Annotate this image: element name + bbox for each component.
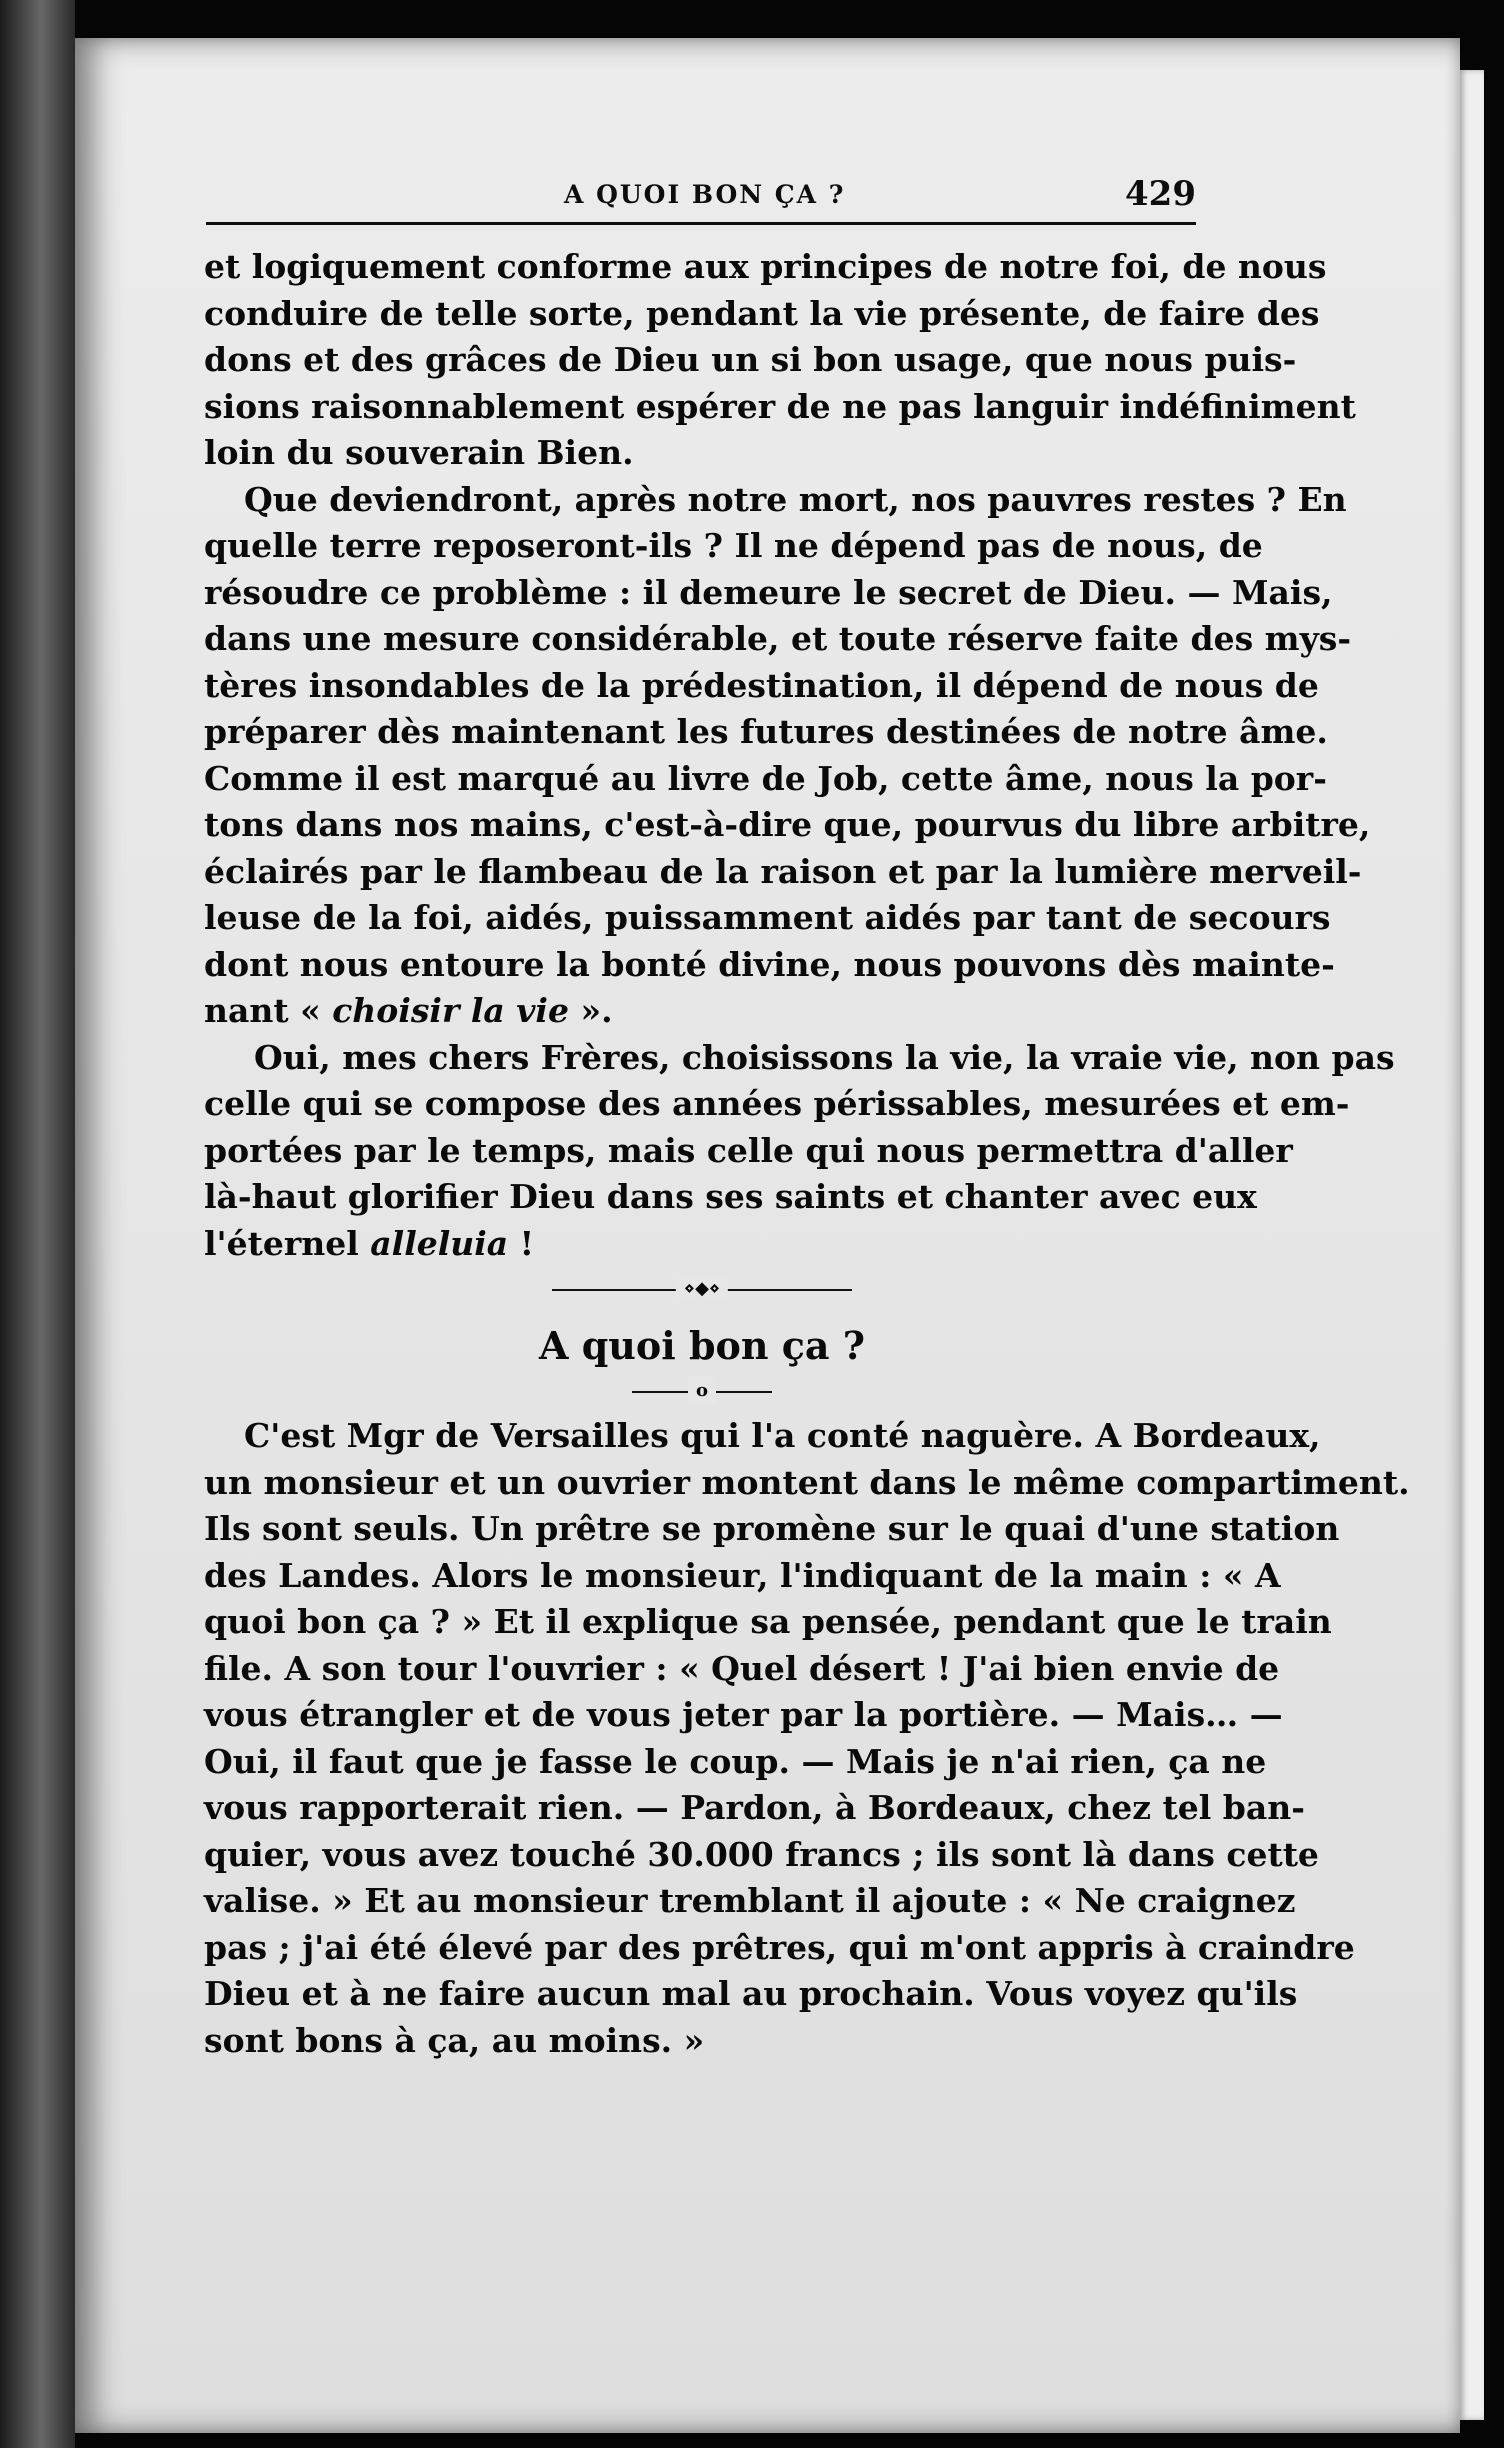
text-fragment: ».	[568, 991, 613, 1030]
text-line: et logiquement conforme aux principes de notre foi, de nous	[204, 247, 1327, 286]
text-line: tères insondables de la prédestination, il dépend de nous de	[204, 665, 1319, 705]
ornament-mark: ⋄◆⋄	[676, 1277, 728, 1301]
text-line: portées par le temps, mais celle qui nous permettra d'aller	[204, 1130, 1293, 1170]
text-line: Comme il est marqué au livre de Job, cette âme, nous la por-	[204, 758, 1327, 798]
text-line: résoudre ce problème : il demeure le secret de Dieu. — Mais,	[204, 572, 1333, 612]
text-line: sions raisonnablement espérer de ne pas languir indéfiniment	[204, 386, 1356, 426]
italic-quote: choisir la vie	[332, 991, 569, 1030]
text-line: Ils sont seuls. Un prêtre se promène sur le quai d'une station	[204, 1509, 1340, 1548]
text-line: dons et des grâces de Dieu un si bon usage, que nous puis-	[204, 340, 1297, 379]
text-line: Oui, mes chers Frères, choisissons la vie, la vraie vie, non pas	[254, 1037, 1395, 1077]
text-line: loin du souverain Bien.	[204, 433, 634, 472]
running-title: A QUOI BON ÇA ?	[564, 180, 846, 209]
text-line: sont bons à ça, au moins. »	[204, 2020, 705, 2060]
text-line: Oui, il faut que je fasse le coup. — Mais je n'ai rien, ça ne	[204, 1741, 1267, 1781]
text-line: Dieu et à ne faire aucun mal au prochain. Vous voyez qu'ils	[204, 1974, 1298, 2013]
text-line: valise. » Et au monsieur tremblant il ajoute : « Ne craignez	[204, 1881, 1296, 1920]
section-ornament	[552, 1277, 852, 1301]
section-title: A quoi bon ça ?	[539, 1323, 865, 1368]
text-line: quoi bon ça ? » Et il explique sa pensée, pendant que le train	[204, 1602, 1332, 1641]
text-line: tons dans nos mains, c'est-à-dire que, pourvus du libre arbitre,	[204, 805, 1371, 844]
text-fragment: !	[508, 1223, 535, 1263]
text-line	[204, 1221, 1200, 1268]
text-line: des Landes. Alors le monsieur, l'indiquant de la main : « A	[204, 1555, 1281, 1595]
text-line: dans une mesure considérable, et toute réserve faite des mys-	[204, 619, 1352, 658]
text-line: conduire de telle sorte, pendant la vie présente, de faire des	[204, 293, 1320, 333]
section-rule-mark: o	[688, 1377, 716, 1405]
text-line: vous rapporterait rien. — Pardon, à Bordeaux, chez tel ban-	[204, 1788, 1305, 1827]
text-line: quelle terre reposeront-ils ? Il ne dépend pas de nous, de	[204, 526, 1263, 565]
text-fragment: l'éternel	[204, 1223, 371, 1263]
page-number: 429	[1125, 174, 1196, 214]
book-spine-edge	[0, 0, 75, 2448]
page-edge	[1460, 70, 1484, 2420]
paragraph-exhortation	[204, 1035, 1395, 1268]
text-line: là-haut glorifier Dieu dans ses saints et chanter avec eux	[204, 1177, 1257, 1216]
section-rule	[632, 1377, 772, 1405]
text-line: dont nous entoure la bonté divine, nous pouvons dès mainte-	[204, 944, 1335, 984]
page-body	[204, 244, 1410, 2064]
text-line: Que deviendront, après notre mort, nos pauvres restes ? En	[244, 479, 1347, 519]
text-line: file. A son tour l'ouvrier : « Quel désert ! J'ai bien envie de	[204, 1648, 1280, 1688]
text-line: préparer dès maintenant les futures destinées de notre âme.	[204, 712, 1328, 751]
text-line: vous étrangler et de vous jeter par la portière. — Mais… —	[204, 1695, 1283, 1734]
text-line: quier, vous avez touché 30.000 francs ; ils sont là dans cette	[204, 1834, 1319, 1874]
text-line: un monsieur et un ouvrier montent dans le même compartiment.	[204, 1462, 1410, 1502]
paragraph-destiny	[204, 477, 1371, 1035]
paragraph-story	[204, 1413, 1410, 2064]
text-fragment: nant «	[204, 991, 333, 1030]
text-line: pas ; j'ai été élevé par des prêtres, qui m'ont appris à craindre	[204, 1927, 1355, 1967]
text-line: celle qui se compose des années périssables, mesurées et em-	[204, 1084, 1350, 1123]
text-line: leuse de la foi, aidés, puissamment aidés par tant de secours	[204, 898, 1331, 937]
text-line: C'est Mgr de Versailles qui l'a conté naguère. A Bordeaux,	[244, 1416, 1321, 1455]
text-line: éclairés par le flambeau de la raison et par la lumière merveil-	[204, 851, 1362, 891]
paragraph-continuation	[204, 244, 1356, 477]
text-line	[204, 988, 1200, 1035]
italic-word: alleluia	[370, 1223, 509, 1263]
page-header	[206, 174, 1196, 225]
